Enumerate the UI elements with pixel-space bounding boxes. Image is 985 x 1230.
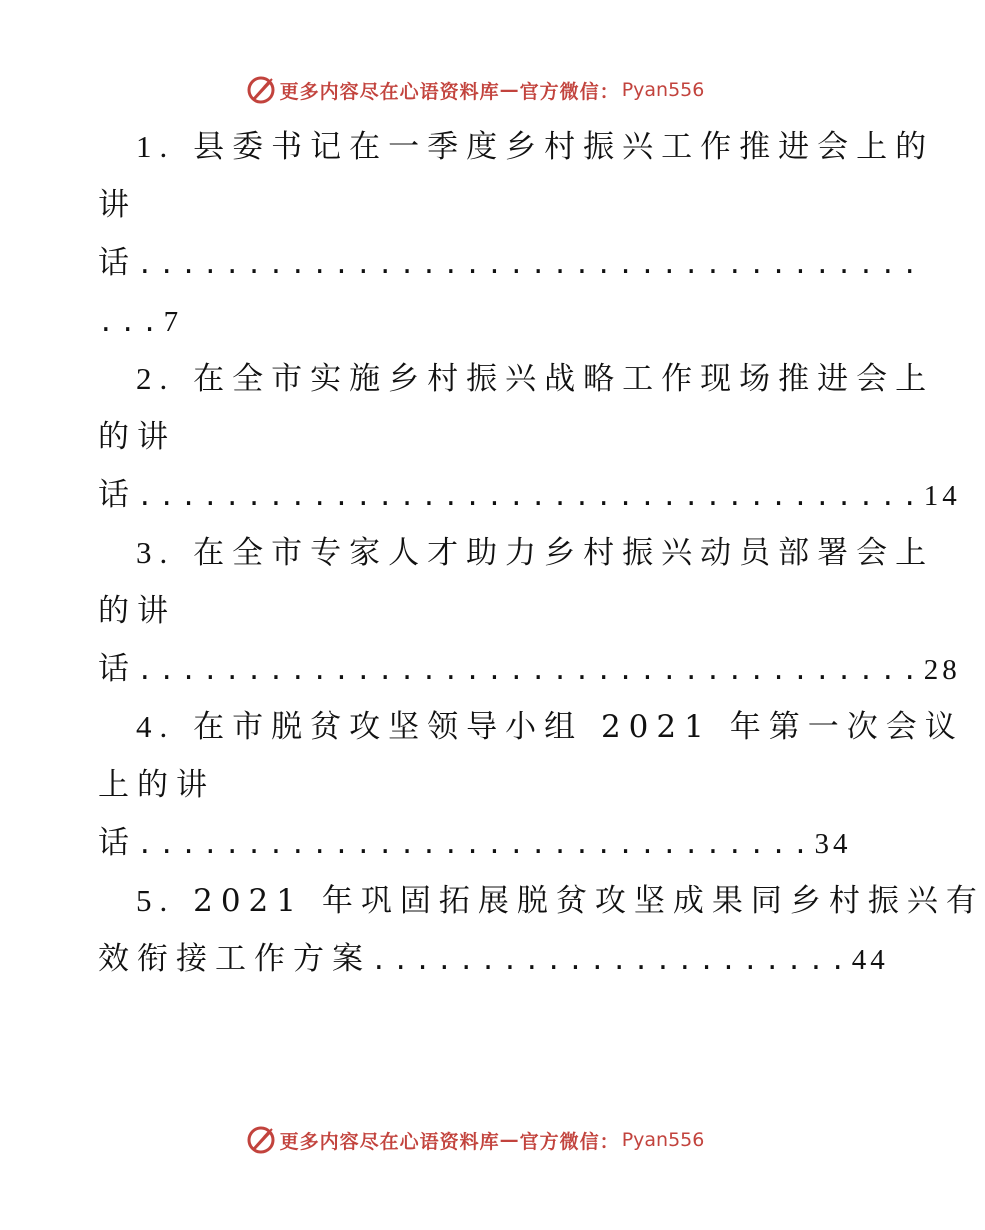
watermark-text: 更多内容尽在心语资料库 [279, 80, 500, 103]
quill-logo-icon [246, 75, 276, 105]
toc-entry-number: 2. [136, 361, 176, 396]
toc-entry-4-line-1[interactable] [98, 698, 964, 756]
toc-entry-number: 4. [136, 709, 176, 744]
toc-page-number: 7 [163, 306, 183, 338]
toc-entry-last-word: 效衔接工作方案 [98, 941, 371, 977]
toc-entry-last-word: 话 [98, 477, 137, 513]
toc-entry-title-cont: 的讲 [98, 593, 176, 629]
toc-entry-number: 3. [136, 535, 176, 570]
table-of-contents [98, 118, 985, 988]
toc-entry-1-line-1[interactable] [98, 118, 935, 176]
toc-entry-1-line-4 [98, 292, 850, 350]
toc-entry-title: 在全市专家人才助力乡村振兴动员部署会上 [193, 535, 935, 571]
toc-page-number: 34 [814, 828, 852, 860]
toc-leader-dots: ... [98, 308, 164, 338]
toc-entry-last-word: 话 [98, 651, 137, 687]
toc-entry-5-line-2 [98, 930, 889, 988]
toc-entry-1-line-2 [98, 176, 850, 234]
toc-entry-title-cont: 上的讲 [98, 767, 215, 803]
toc-entry-title-cont: 的讲 [98, 419, 176, 455]
toc-entry-5-line-1[interactable] [98, 872, 985, 930]
toc-entry-title: 2021 年巩固拓展脱贫攻坚成果同乡村振兴有 [193, 883, 985, 919]
toc-entry-last-word: 话 [98, 825, 137, 861]
toc-entry-2-line-1[interactable] [98, 350, 935, 408]
watermark-suffix: 官方微信： [519, 1130, 620, 1153]
footer-watermark [0, 1120, 950, 1160]
toc-page-number: 44 [851, 944, 889, 976]
watermark-text: 更多内容尽在心语资料库 [279, 1130, 500, 1153]
watermark-wechat: Pyan556 [621, 79, 705, 101]
toc-entry-number: 1. [136, 129, 176, 164]
watermark-dash: — [499, 79, 520, 101]
toc-entry-3-line-2 [98, 582, 850, 640]
toc-leader-dots: .................................... [137, 482, 924, 512]
watermark-dash: — [499, 1129, 520, 1151]
toc-entry-title: 在全市实施乡村振兴战略工作现场推进会上 [193, 361, 935, 397]
toc-entry-title: 在市脱贫攻坚领导小组 2021 年第一次会议 [193, 709, 964, 745]
toc-entry-3-line-1[interactable] [98, 524, 935, 582]
watermark-suffix: 官方微信： [519, 80, 620, 103]
quill-logo-icon [246, 1125, 276, 1155]
toc-leader-dots: .................................... [137, 656, 924, 686]
toc-entry-1-line-3 [98, 234, 924, 292]
watermark-wechat: Pyan556 [621, 1129, 705, 1151]
toc-leader-dots: ...................... [371, 946, 852, 976]
toc-entry-number: 5. [136, 883, 176, 918]
toc-entry-4-line-3 [98, 814, 850, 872]
toc-leader-dots: ............................... [137, 830, 815, 860]
toc-page-number: 28 [923, 654, 961, 686]
toc-entry-last-word: 话 [98, 245, 137, 281]
toc-leader-dots: .................................... [137, 250, 924, 280]
toc-entry-4-line-2 [98, 756, 850, 814]
header-watermark [0, 70, 950, 110]
toc-entry-2-line-3 [98, 466, 961, 524]
toc-entry-2-line-2 [98, 408, 850, 466]
toc-page-number: 14 [923, 480, 961, 512]
toc-entry-title: 县委书记在一季度乡村振兴工作推进会上的 [193, 129, 935, 165]
toc-entry-title-cont: 讲 [98, 187, 137, 223]
toc-entry-3-line-3 [98, 640, 961, 698]
